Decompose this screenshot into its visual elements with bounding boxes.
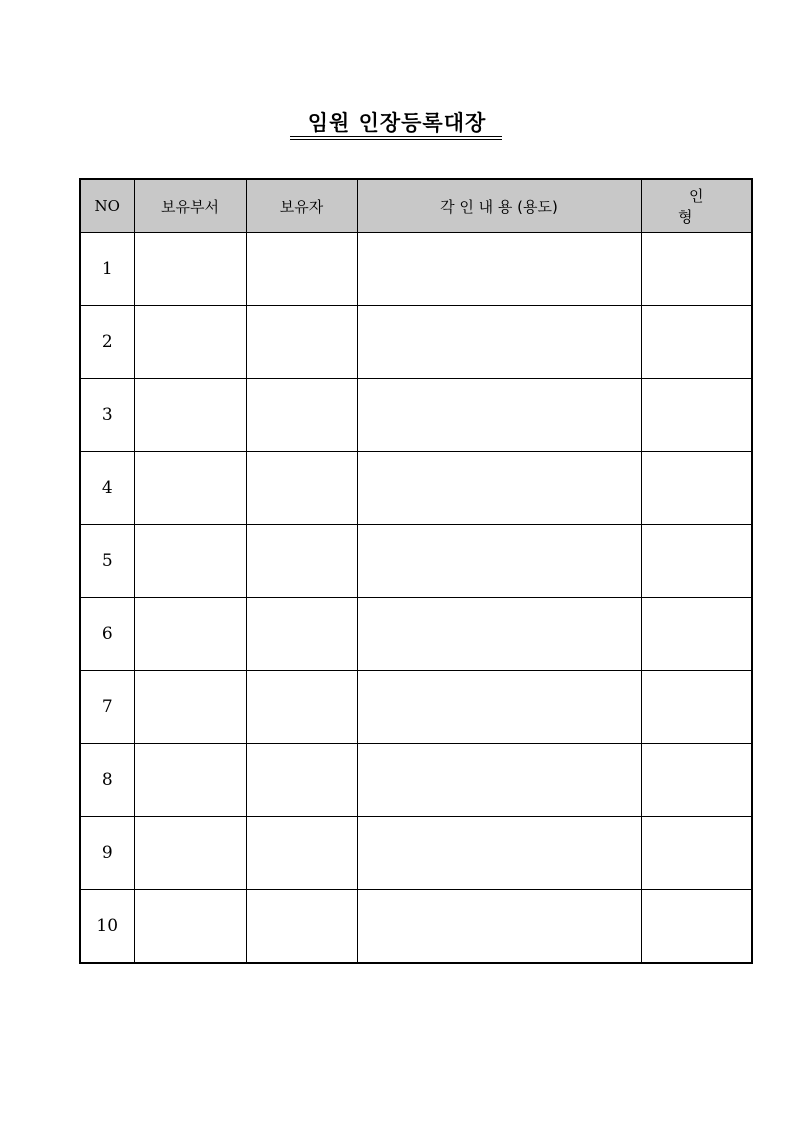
cell-holder[interactable] — [246, 598, 357, 671]
cell-seal-content[interactable] — [357, 452, 641, 525]
document-title: 임원 인장등록대장 — [307, 111, 487, 135]
cell-department[interactable] — [134, 525, 246, 598]
cell-seal-content[interactable] — [357, 598, 641, 671]
seal-registry-table — [79, 178, 753, 964]
cell-holder[interactable] — [246, 671, 357, 744]
header-seal-impression: 인 형 — [641, 179, 752, 233]
cell-seal-content[interactable] — [357, 525, 641, 598]
cell-department[interactable] — [134, 306, 246, 379]
table-row — [80, 817, 752, 890]
cell-department[interactable] — [134, 598, 246, 671]
cell-seal-impression[interactable] — [641, 671, 752, 744]
cell-no: 5 — [80, 525, 134, 598]
title-double-underline — [290, 136, 502, 140]
cell-seal-content[interactable] — [357, 233, 641, 306]
cell-department[interactable] — [134, 890, 246, 964]
cell-no: 7 — [80, 671, 134, 744]
header-seal-content: 각 인 내 용 (용도) — [357, 179, 641, 233]
cell-department[interactable] — [134, 744, 246, 817]
cell-seal-impression[interactable] — [641, 598, 752, 671]
cell-seal-content[interactable] — [357, 817, 641, 890]
cell-department[interactable] — [134, 452, 246, 525]
table-row — [80, 306, 752, 379]
cell-seal-impression[interactable] — [641, 233, 752, 306]
table-row — [80, 379, 752, 452]
cell-no: 9 — [80, 817, 134, 890]
cell-no: 1 — [80, 233, 134, 306]
table-row — [80, 598, 752, 671]
cell-seal-impression[interactable] — [641, 525, 752, 598]
cell-no: 4 — [80, 452, 134, 525]
header-holder: 보유자 — [246, 179, 357, 233]
table-row — [80, 744, 752, 817]
cell-seal-content[interactable] — [357, 379, 641, 452]
cell-seal-impression[interactable] — [641, 890, 752, 964]
cell-holder[interactable] — [246, 306, 357, 379]
cell-holder[interactable] — [246, 890, 357, 964]
table-row — [80, 452, 752, 525]
cell-seal-impression[interactable] — [641, 452, 752, 525]
cell-seal-content[interactable] — [357, 890, 641, 964]
cell-no: 2 — [80, 306, 134, 379]
table-row — [80, 233, 752, 306]
cell-department[interactable] — [134, 233, 246, 306]
document-header — [0, 110, 794, 136]
cell-department[interactable] — [134, 671, 246, 744]
cell-seal-impression[interactable] — [641, 744, 752, 817]
cell-no: 3 — [80, 379, 134, 452]
cell-department[interactable] — [134, 817, 246, 890]
table-row — [80, 890, 752, 964]
cell-holder[interactable] — [246, 817, 357, 890]
cell-holder[interactable] — [246, 452, 357, 525]
cell-department[interactable] — [134, 379, 246, 452]
cell-holder[interactable] — [246, 744, 357, 817]
table-row — [80, 525, 752, 598]
header-department: 보유부서 — [134, 179, 246, 233]
header-no: NO — [80, 179, 134, 233]
cell-holder[interactable] — [246, 525, 357, 598]
cell-seal-content[interactable] — [357, 306, 641, 379]
cell-seal-content[interactable] — [357, 744, 641, 817]
cell-seal-impression[interactable] — [641, 817, 752, 890]
cell-no: 10 — [80, 890, 134, 964]
table-header-row — [80, 179, 752, 233]
cell-seal-impression[interactable] — [641, 306, 752, 379]
cell-holder[interactable] — [246, 233, 357, 306]
cell-seal-impression[interactable] — [641, 379, 752, 452]
cell-no: 6 — [80, 598, 134, 671]
cell-holder[interactable] — [246, 379, 357, 452]
cell-seal-content[interactable] — [357, 671, 641, 744]
table-row — [80, 671, 752, 744]
cell-no: 8 — [80, 744, 134, 817]
